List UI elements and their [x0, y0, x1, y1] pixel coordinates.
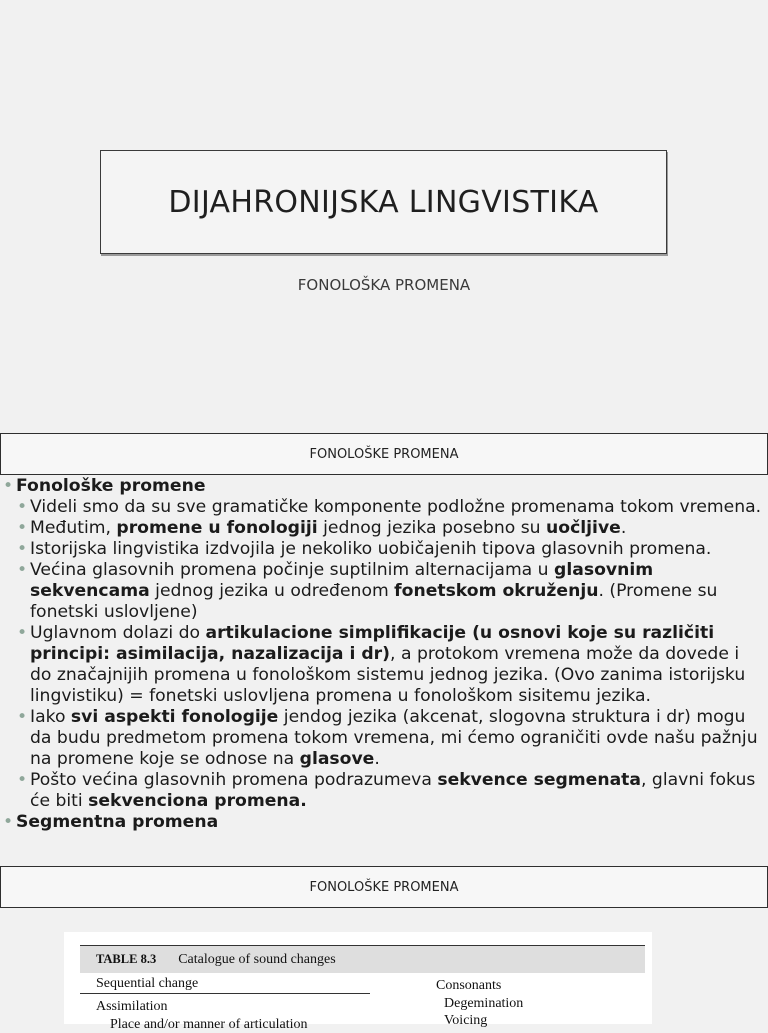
slide2-header-text: FONOLOŠKE PROMENA — [309, 446, 459, 462]
slide3-header — [0, 866, 768, 908]
table-left-2: Place and/or manner of articulation — [110, 1017, 308, 1032]
slide3-header-text: FONOLOŠKE PROMENA — [309, 879, 459, 895]
bullet-icon: • — [17, 539, 28, 559]
text-run: , glavni fokus će biti — [30, 770, 756, 811]
bullet-item — [0, 560, 768, 623]
bullet-icon: • — [17, 560, 28, 580]
bullet-icon: • — [17, 518, 28, 538]
text-run: , a protokom vremena može da dovede i do značajnijih promena u fonološkom sistemu jednog jezika. (Ovo zanima istorijsku lingvistiku) = fonetski uslovljena promena u fonološkom sisitemu jezika. — [30, 644, 746, 706]
text-run: . — [620, 518, 627, 538]
slide-title — [100, 150, 667, 254]
bold-text: glasove — [299, 749, 375, 769]
table-right-2: Voicing — [444, 1013, 488, 1028]
text-run: jendog jezika (akcenat, slogovna struktura i dr) mogu da budu predmetom promena tokom vremena, mi ćemo ograničiti ovde našu pažnju na promene koje se odnose na — [30, 707, 758, 769]
text-run: Većina glasovnih promena počinje suptilnim alternacijama u — [30, 560, 555, 580]
text-run: Pošto većina glasovnih promena podrazumeva — [30, 770, 438, 790]
text-run: . (Promene su fonetski uslovljene) — [30, 581, 718, 622]
bold-text: fonetskom okruženju — [394, 581, 599, 601]
table-caption: Catalogue of sound changes — [178, 951, 336, 967]
text-run: jednog jezika u određenom — [149, 581, 395, 601]
table-right-1: Degemination — [444, 996, 524, 1011]
title-slide — [0, 0, 768, 432]
bullet-icon: • — [3, 812, 14, 832]
text-run: . — [374, 749, 380, 769]
slide-title-text: DIJAHRONIJSKA LINGVISTIKA — [168, 184, 599, 220]
slide2-header — [0, 433, 768, 475]
bullet-item — [0, 539, 768, 560]
text-run: Međutim, — [30, 518, 117, 538]
bullet-icon: • — [3, 476, 14, 496]
slide-subtitle: FONOLOŠKA PROMENA — [297, 276, 471, 294]
bold-text: svi aspekti fonologije — [70, 707, 279, 727]
table-right-0: Consonants — [436, 978, 502, 993]
slide2-content — [0, 476, 768, 864]
bullet-item — [0, 707, 768, 770]
bullet-icon: • — [17, 623, 28, 643]
text-run: Uglavnom dolazi do — [30, 623, 206, 643]
table-left-1: Assimilation — [96, 999, 168, 1014]
bullet-icon: • — [17, 770, 28, 790]
bold-text: uočljive — [546, 518, 621, 538]
bold-text: promene u fonologiji — [116, 518, 318, 538]
bullet-icon: • — [17, 707, 28, 727]
bold-text: sekvenciona promena. — [88, 791, 307, 811]
text-run: Istorijska lingvistika izdvojila je nekoliko uobičajenih tipova glasovnih promena. — [30, 539, 712, 559]
bullet-heading-partial — [0, 812, 768, 833]
table-number: TABLE 8.3 — [96, 952, 157, 966]
bold-text: sekvence segmenata — [437, 770, 641, 790]
bullet-list — [0, 476, 768, 833]
text-run: jednog jezika posebno su — [317, 518, 547, 538]
bullet-heading — [0, 476, 768, 497]
bullet-item — [0, 497, 768, 518]
bullet-item — [0, 518, 768, 539]
text-run: Iako — [30, 707, 71, 727]
bullet-heading-text: Fonološke promene — [16, 476, 206, 496]
bullet-item — [0, 623, 768, 707]
bullet-item — [0, 770, 768, 812]
bold-text: artikulacione simplifikacije (u osnovi koje su različiti principi: asimilacija, nazalizacija i dr) — [30, 623, 715, 664]
bullet-heading-partial-text: Segmentna promena — [16, 812, 219, 832]
bold-text: glasovnim sekvencama — [30, 560, 654, 601]
table-caption-bar — [80, 945, 645, 973]
table-rule — [80, 993, 370, 994]
sound-change-table — [64, 932, 652, 1032]
bullet-icon: • — [17, 497, 28, 517]
text-run: Videli smo da su sve gramatičke komponente podložne promenama tokom vremena. — [30, 497, 762, 517]
table-left-0: Sequential change — [96, 976, 199, 991]
